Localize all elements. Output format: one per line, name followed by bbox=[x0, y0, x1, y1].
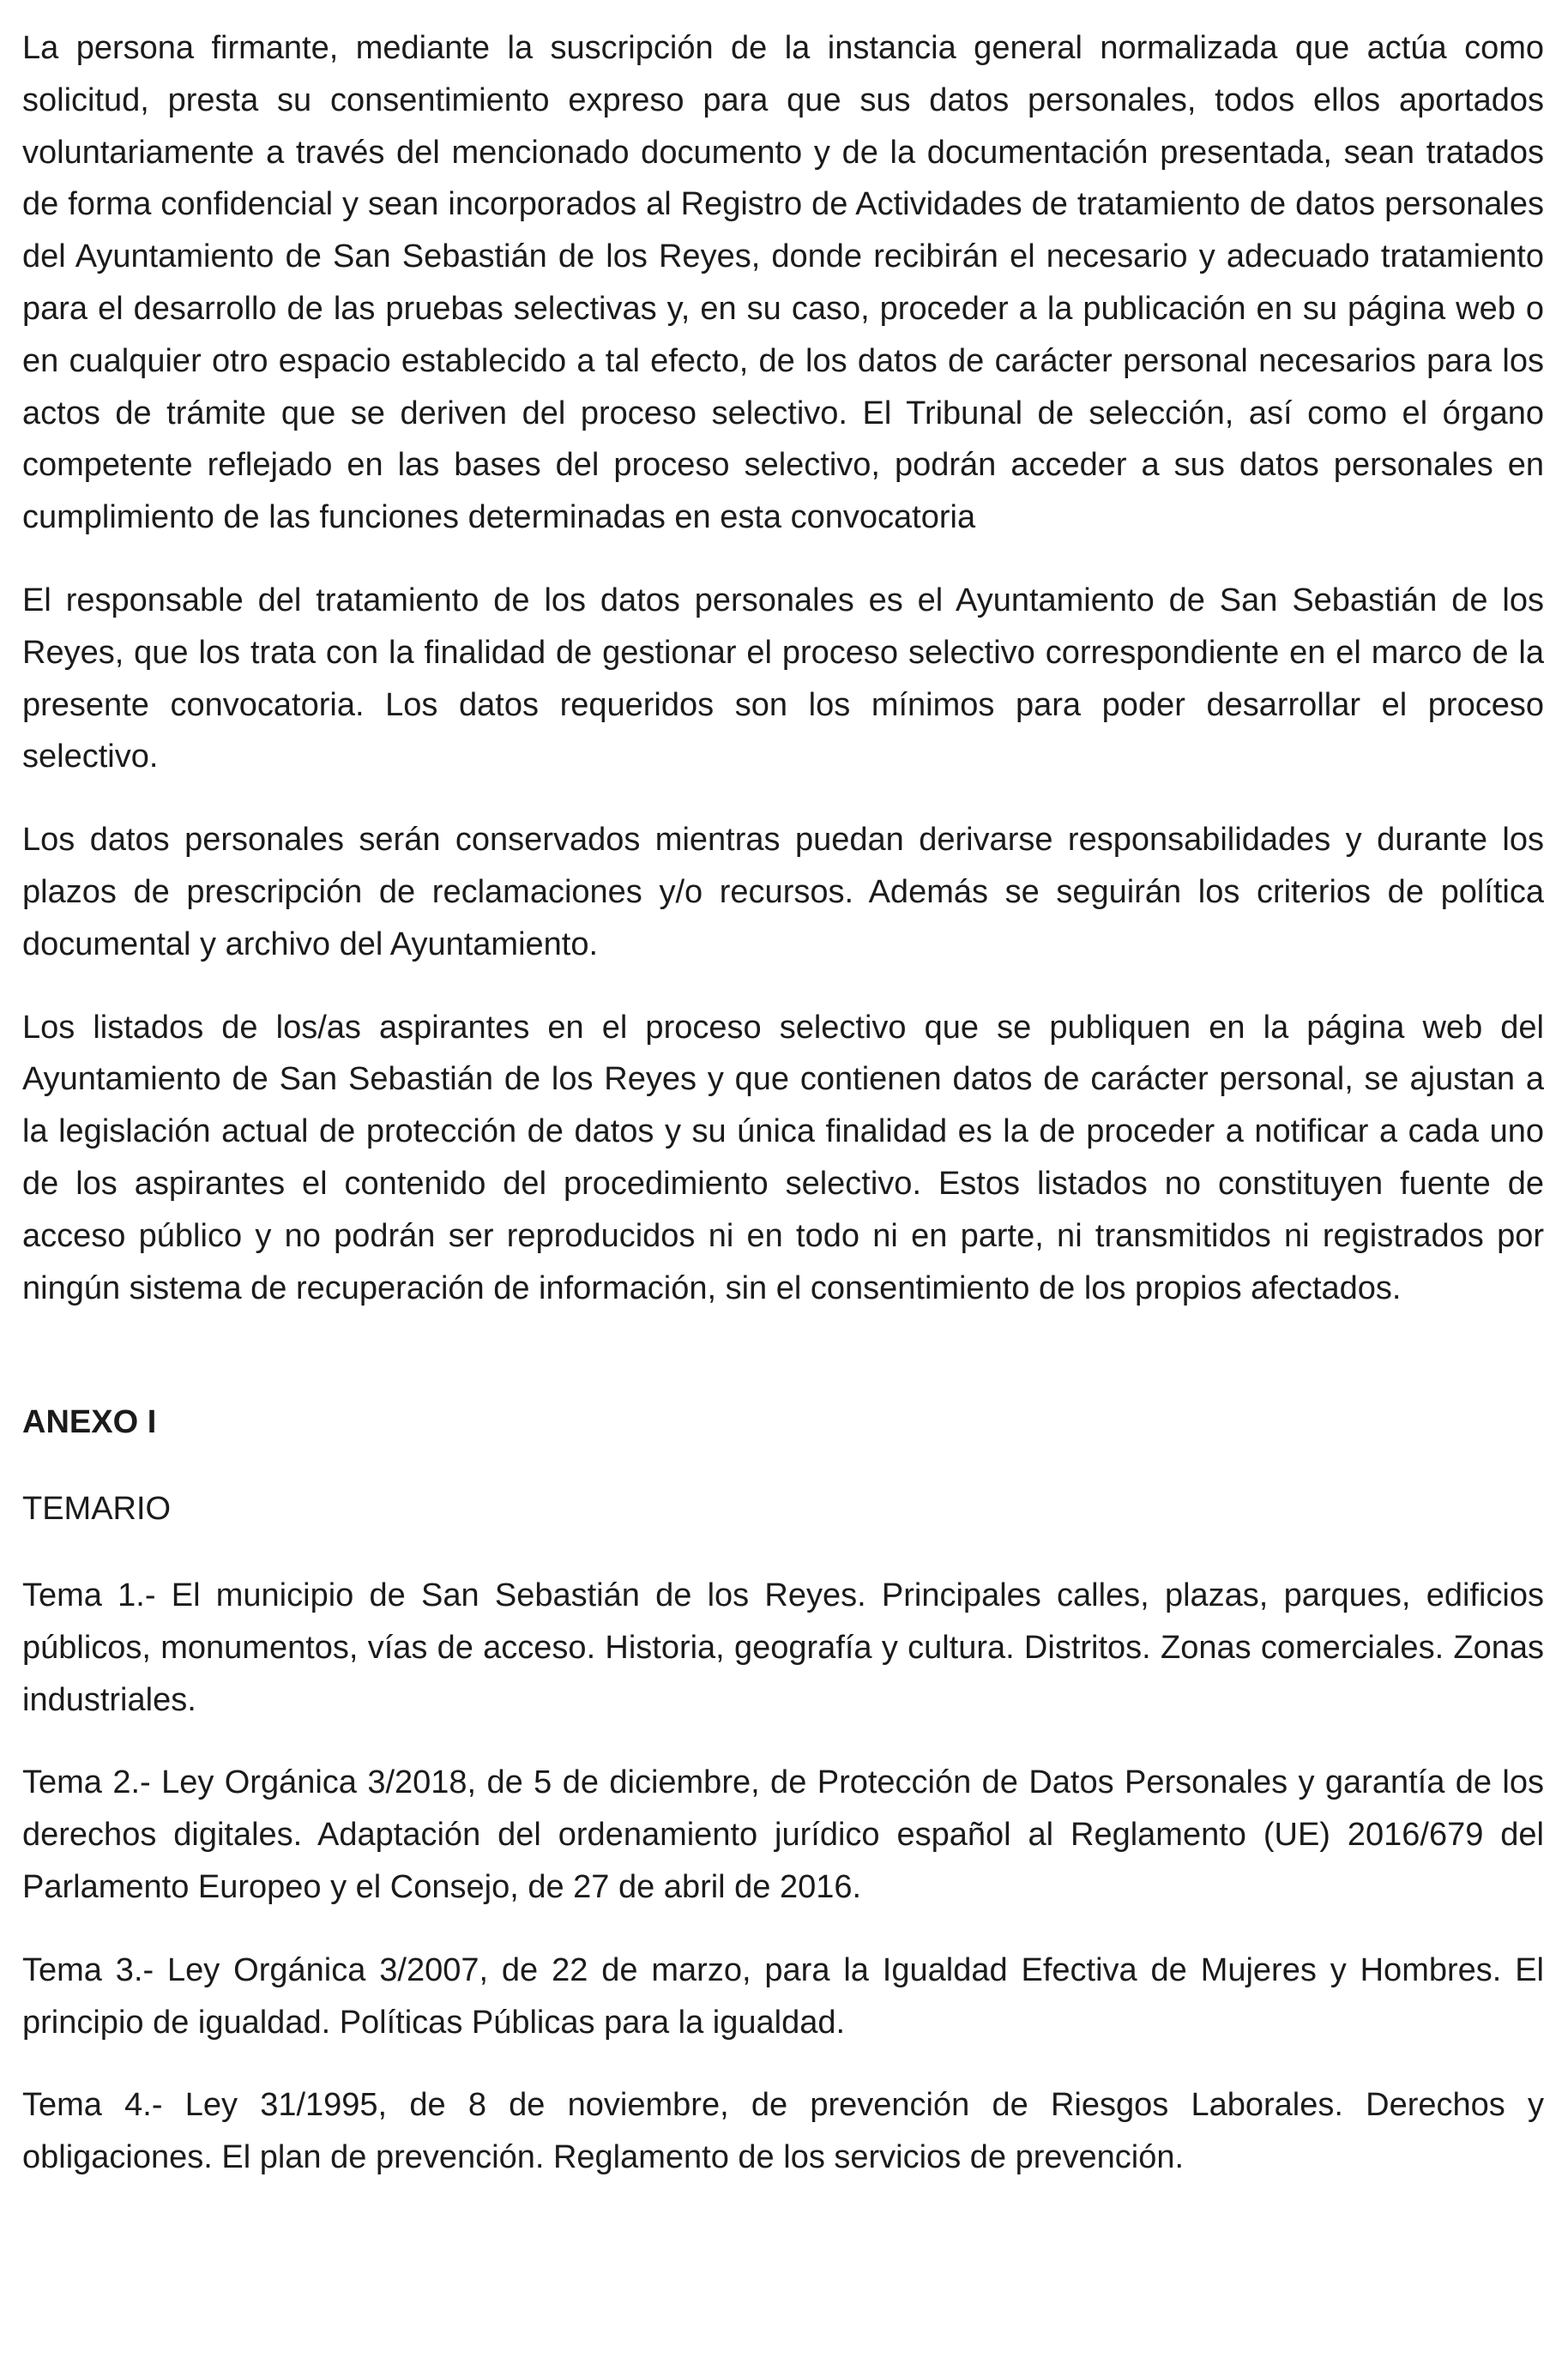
paragraph-data-retention: Los datos personales serán conservados mientras puedan derivarse responsabilidades y durante los plazos de prescripción de reclamaciones y/o recursos. Además se seguirán los criterios de política documental y archivo del Ayuntamiento. bbox=[22, 822, 1544, 962]
temario-heading: TEMARIO bbox=[22, 1491, 172, 1528]
topic-tema-3: Tema 3.- Ley Orgánica 3/2007, de 22 de marzo, para la Igualdad Efectiva de Mujeres y Hombres. El principio de igualdad. Políticas Públicas para la igualdad. bbox=[22, 1951, 1544, 2041]
paragraph-consent: La persona firmante, mediante la suscripción de la instancia general normalizada que actúa como solicitud, presta su consentimiento expreso para que sus datos personales, todos ellos aportados voluntariamente a través del mencionado documento y de la documentación presentada, sean tratados de forma confidencial y sean incorporados al Registro de Actividades de tratamiento de datos personales del Ayuntamiento de San Sebastián de los Reyes, donde recibirán el necesario y adecuado tratamiento para el desarrollo de las pruebas selectivas y, en su caso, proceder a la publicación en su página web o en cualquier otro espacio establecido a tal efecto, de los datos de carácter personal necesarios para los actos de trámite que se deriven del proceso selectivo. El Tribunal de selección, así como el órgano competente reflejado en las bases del proceso selectivo, podrán acceder a sus datos personales en cumplimiento de las funciones determinadas en esta convocatoria bbox=[22, 30, 1544, 536]
topic-tema-4: Tema 4.- Ley 31/1995, de 8 de noviembre, de prevención de Riesgos Laborales. Derechos y obligaciones. El plan de prevención. Reglamento de los servicios de prevención. bbox=[22, 2087, 1544, 2176]
paragraph-data-controller: El responsable del tratamiento de los datos personales es el Ayuntamiento de San Sebastián de los Reyes, que los trata con la finalidad de gestionar el proceso selectivo correspondiente en el marco de la presente convocatoria. Los datos requeridos son los mínimos para poder desarrollar el proceso selectivo. bbox=[22, 582, 1544, 775]
topic-tema-1: Tema 1.- El municipio de San Sebastián de los Reyes. Principales calles, plazas, parques, edificios públicos, monumentos, vías de acceso. Historia, geografía y cultura. Distritos. Zonas comerciales. Zonas industriales. bbox=[22, 1577, 1544, 1718]
paragraph-published-listings: Los listados de los/as aspirantes en el proceso selectivo que se publiquen en la página web del Ayuntamiento de San Sebastián de los Reyes y que contienen datos de carácter personal, se ajustan a la legislación actual de protección de datos y su única finalidad es la de proceder a notificar a cada uno de los aspirantes el contenido del procedimiento selectivo. Estos listados no constituyen fuente de acceso público y no podrán ser reproducidos ni en todo ni en parte, ni transmitidos ni registrados por ningún sistema de recuperación de información, sin el consentimiento de los propios afectados. bbox=[22, 1009, 1544, 1306]
topic-tema-2: Tema 2.- Ley Orgánica 3/2018, de 5 de diciembre, de Protección de Datos Personales y garantía de los derechos digitales. Adaptación del ordenamiento jurídico español al Reglamento (UE) 2016/679 del Parlamento Europeo y el Consejo, de 27 de abril de 2016. bbox=[22, 1764, 1544, 1905]
annex-heading: ANEXO I bbox=[22, 1404, 157, 1441]
